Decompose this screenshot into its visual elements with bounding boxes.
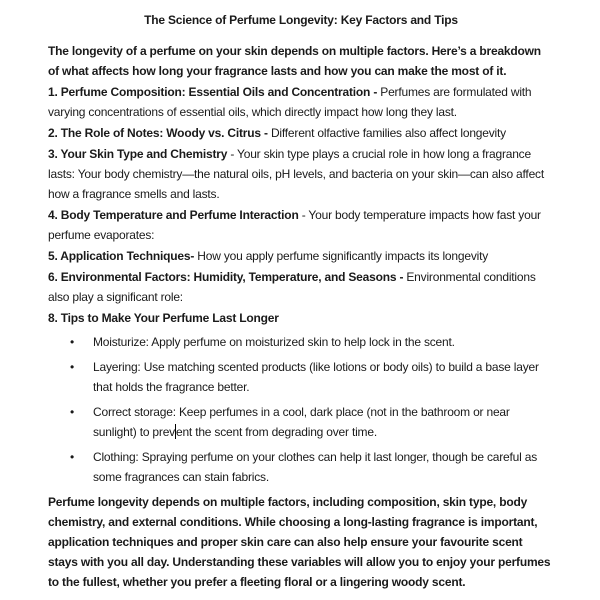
section-lead: 1. Perfume Composition: Essential Oils and Concentration - (48, 85, 381, 99)
bullet-marker-icon: • (70, 405, 75, 419)
list-item-text: ent the scent from degrading over time. (175, 425, 377, 439)
bullet-marker-icon: • (70, 360, 75, 374)
section-paragraph-5[interactable] (48, 246, 554, 266)
section-body: How you apply perfume significantly impacts its longevity (194, 249, 489, 263)
section-lead: 4. Body Temperature and Perfume Interaction (48, 208, 299, 222)
conclusion-paragraph[interactable]: Perfume longevity depends on multiple factors, including composition, skin type, body chemistry, and external conditions. While choosing a long-lasting fragrance is important, application techniques and proper skin care can also help ensure your favourite scent stays with you all day. Understanding these variables will allow you to enjoy your perfumes to the fullest, whether you prefer a fleeting floral or a lingering woody scent. (48, 495, 551, 589)
list-item-text: Clothing: Spraying perfume on your clothes can help it last longer, though be careful as some fragrances can stain fabrics. (93, 450, 538, 484)
section-paragraph-3[interactable] (48, 144, 554, 204)
section-lead: 6. Environmental Factors: Humidity, Temperature, and Seasons - (48, 270, 407, 284)
section-body: Different olfactive families also affect longevity (270, 126, 506, 140)
list-item-text: Moisturize: Apply perfume on moisturized skin to help lock in the scent. (93, 335, 455, 349)
list-item[interactable] (48, 357, 554, 397)
section-body: - Your skin type plays a crucial role in how long a fragrance lasts: Your body chemistry—the natural oils, pH levels, and bacteria on your skin—can also affect how a fragrance smells and lasts. (48, 147, 544, 201)
list-item[interactable] (48, 332, 554, 352)
section-paragraph-6[interactable] (48, 267, 554, 307)
section-lead: 3. Your Skin Type and Chemistry (48, 147, 228, 161)
section-paragraph-4[interactable] (48, 205, 554, 245)
tips-list (48, 332, 554, 487)
list-item[interactable] (48, 402, 554, 442)
bullet-marker-icon: • (70, 335, 75, 349)
list-item-text: Correct storage: Keep perfumes in a cool, dark place (not in the bathroom or near sunlight) to prev (93, 405, 510, 439)
section-paragraph-1[interactable] (48, 82, 554, 122)
section-lead: 2. The Role of Notes: Woody vs. Citrus - (48, 126, 271, 140)
section-body: - Your body temperature impacts how fast your perfume evaporates: (48, 208, 541, 242)
bullet-marker-icon: • (70, 450, 75, 464)
section-lead: 5. Application Techniques- (48, 249, 195, 263)
section-paragraph-2[interactable] (48, 123, 554, 143)
list-item[interactable] (48, 447, 554, 487)
section-body: Environmental conditions also play a significant role: (48, 270, 536, 304)
document-title[interactable]: The Science of Perfume Longevity: Key Factors and Tips (144, 13, 458, 27)
intro-paragraph[interactable]: The longevity of a perfume on your skin depends on multiple factors. Here’s a breakdown of what affects how long your fragrance lasts and how you can make the most of it. (48, 44, 541, 78)
tips-heading[interactable]: 8. Tips to Make Your Perfume Last Longer (48, 311, 279, 325)
list-item-text: Layering: Use matching scented products (like lotions or body oils) to build a base layer that holds the fragrance better. (93, 360, 539, 394)
section-body: Perfumes are formulated with varying concentrations of essential oils, which directly impact how long they last. (48, 85, 532, 119)
